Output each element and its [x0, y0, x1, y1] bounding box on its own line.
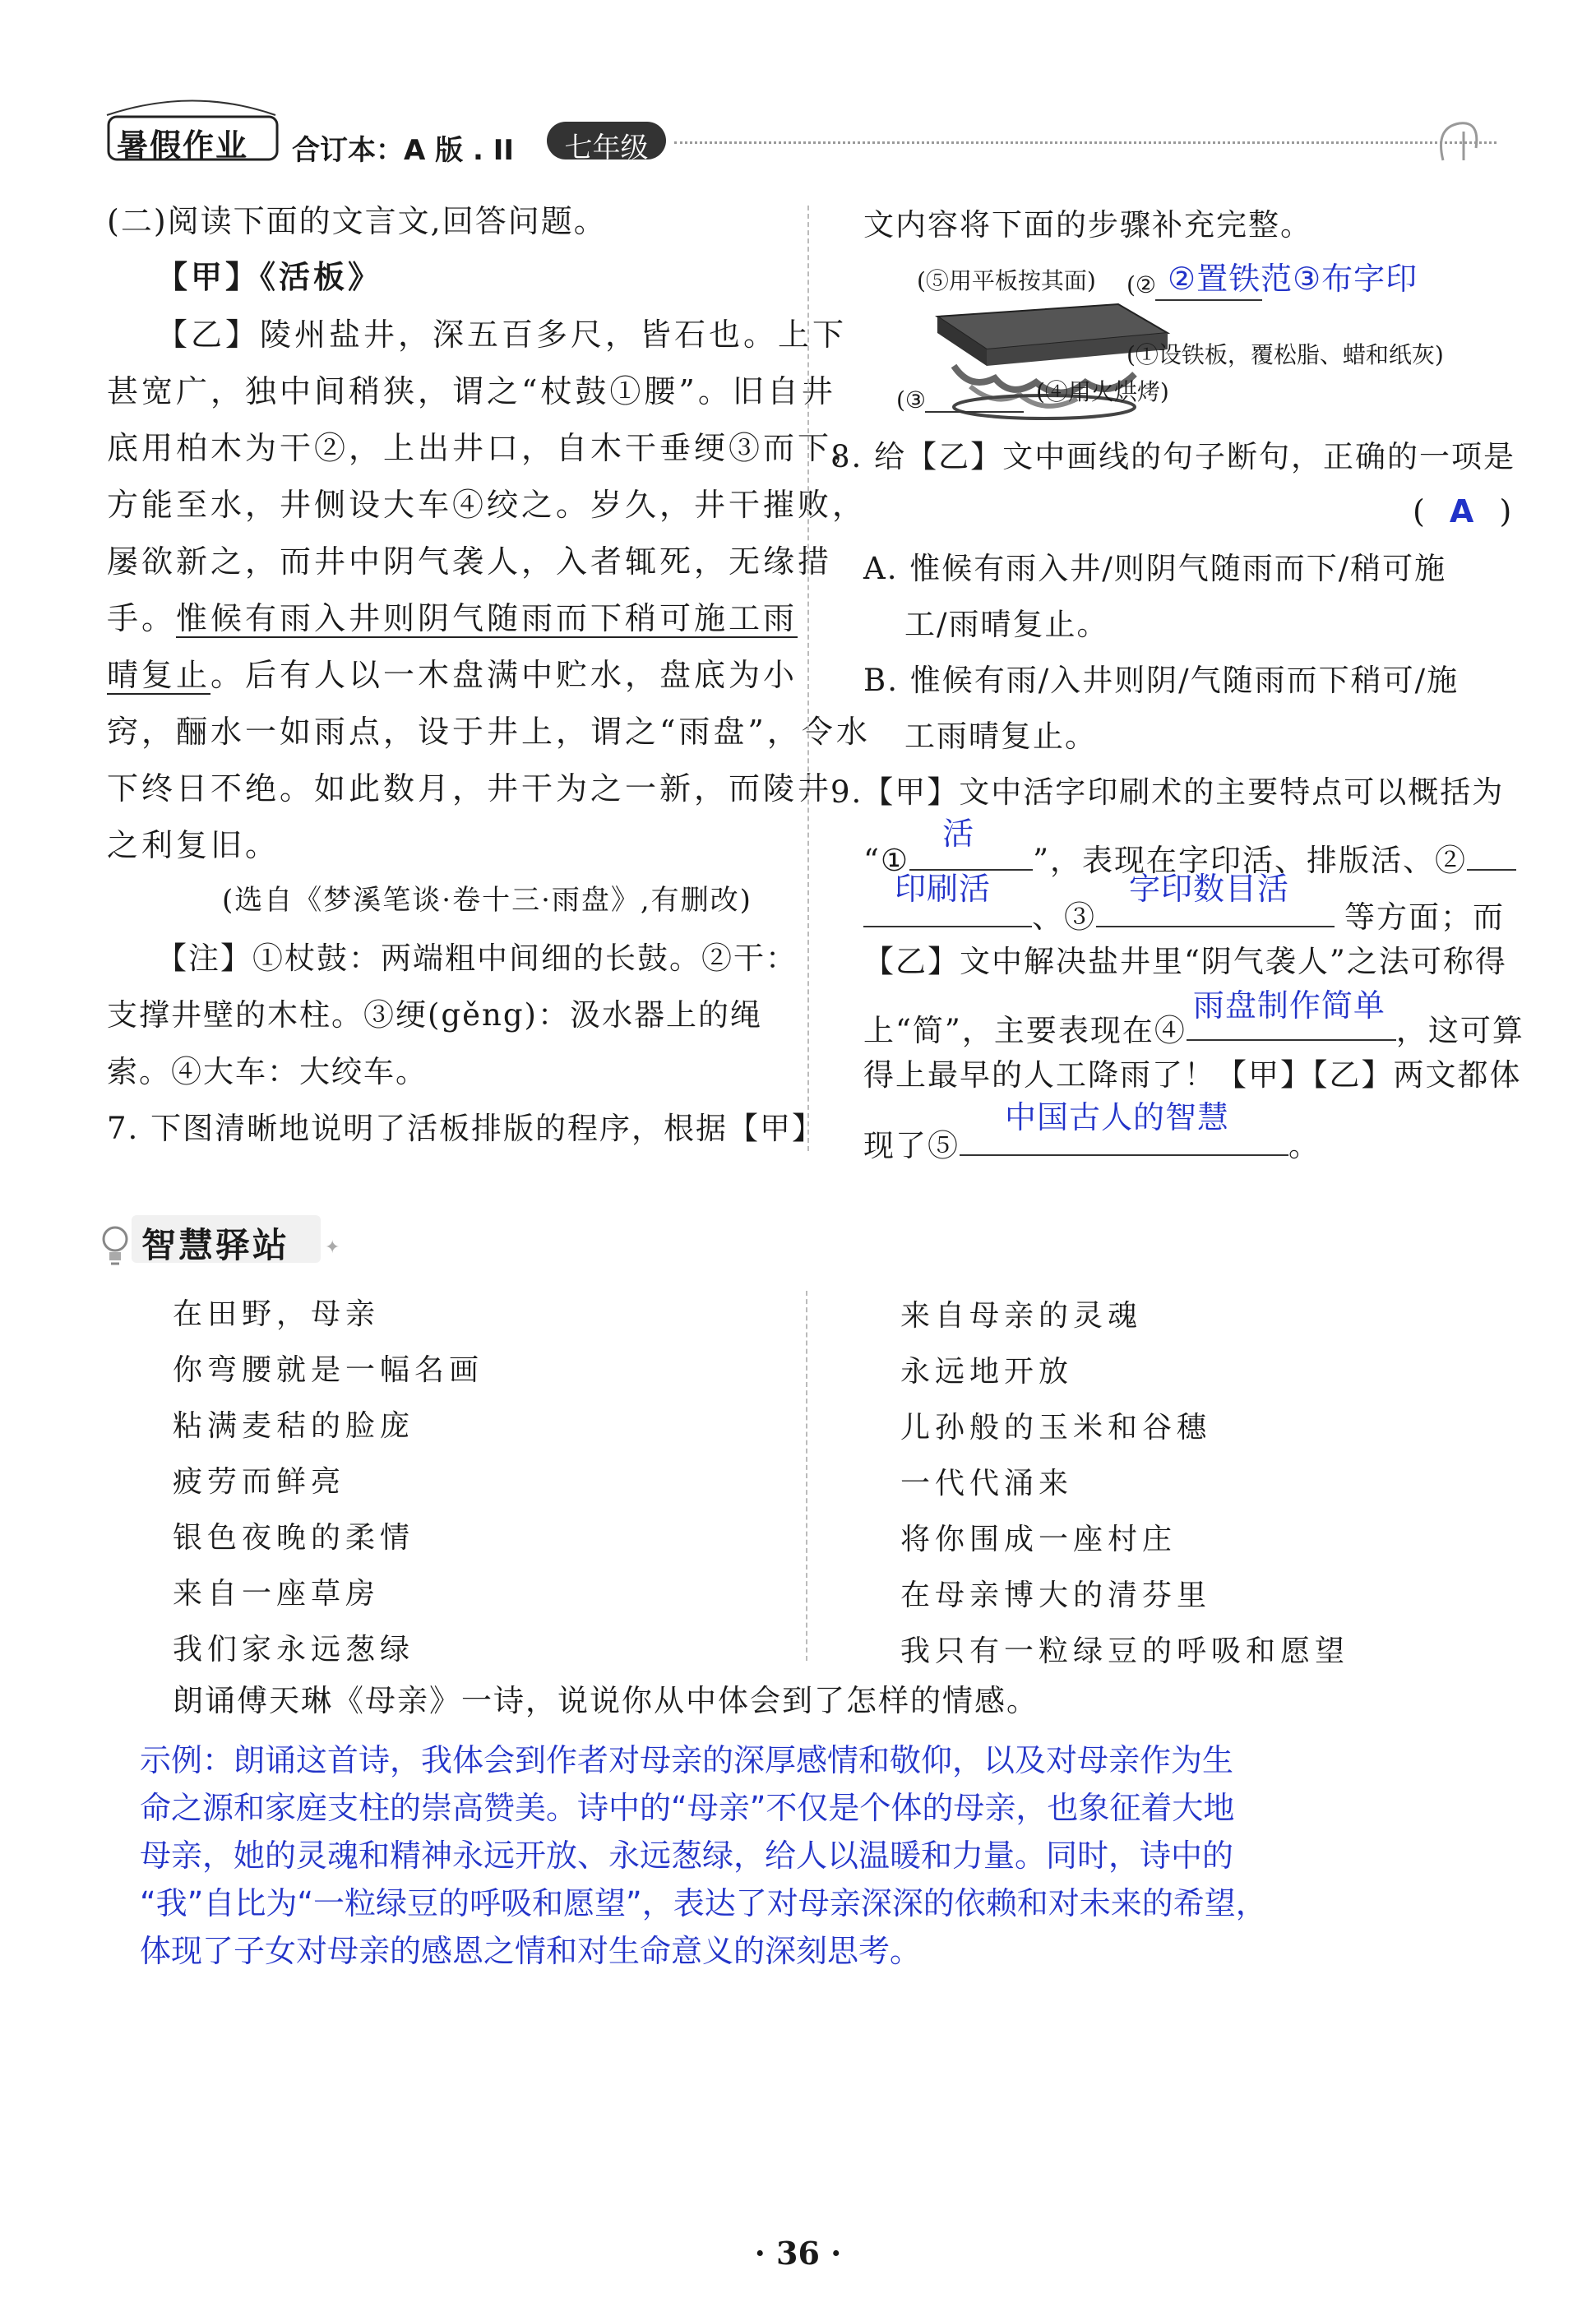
- q8-paren-close: ): [1499, 493, 1512, 529]
- diagram-answer-2: ②置铁范③布字印: [1168, 261, 1418, 297]
- header-dotted-line: [674, 141, 1497, 144]
- yi-line-7: [107, 659, 798, 691]
- wisdom-title: 智慧驿站: [141, 1225, 290, 1265]
- q9-post-1: ”，表现在字印活、排版活、②: [1033, 843, 1468, 878]
- star-decoration-icon: ✦: [325, 1237, 340, 1258]
- section-title: (二)阅读下面的文言文,回答问题。: [107, 203, 607, 239]
- yi-line-6: [107, 600, 798, 636]
- yi-line-1: 【乙】陵州盐井，深五百多尺，皆石也。上下: [156, 317, 848, 353]
- poem-left-4: 疲劳而鲜亮: [173, 1465, 346, 1499]
- grade-label: 七年级: [564, 132, 649, 164]
- q9-answer-1: 活: [942, 816, 975, 852]
- note-line-2: 支撑井壁的木柱。③绠(gěng)：汲水器上的绳: [107, 997, 762, 1033]
- poem-right-3: 儿孙般的玉米和谷穗: [900, 1411, 1212, 1445]
- poem-left-2: 你弯腰就是一幅名画: [173, 1353, 484, 1387]
- note-line-1: 【注】①杖鼓：两端粗中间细的长鼓。②干：: [156, 941, 798, 976]
- poem-right-7: 我只有一粒绿豆的呼吸和愿望: [900, 1634, 1350, 1668]
- header-bar: [99, 82, 1497, 167]
- answer-line-1: 示例：朗诵这首诗，我体会到作者对母亲的深厚感情和敬仰，以及对母亲作为生: [140, 1742, 1234, 1778]
- question-7-continued: 文内容将下面的步骤补充完整。: [863, 207, 1312, 243]
- poem-right-2: 永远地开放: [900, 1355, 1074, 1389]
- poem-left-7: 我们家永远葱绿: [173, 1633, 415, 1667]
- q9-post-7: 。: [1288, 1128, 1321, 1163]
- diagram-label-5: (⑤用平板按其面): [917, 267, 1096, 294]
- q8-option-b-line-2: 工雨晴复止。: [904, 719, 1097, 754]
- q8-option-a-line-2: 工/雨晴复止。: [904, 607, 1109, 642]
- underlined-sentence-1: 惟候有雨入井则阴气随雨而下稍可施工雨: [176, 600, 798, 636]
- diagram-label-2: (②: [1126, 271, 1157, 298]
- q8-answer-paren: [1413, 493, 1511, 529]
- q9-blank-5: [960, 1099, 1288, 1156]
- answer-line-3: 母亲，她的灵魂和精神永远开放、永远葱绿，给人以温暖和力量。同时，诗中的: [140, 1838, 1234, 1874]
- underlined-sentence-2: 晴复止: [107, 657, 211, 693]
- q8-option-b-line-1: B. 惟候有雨/入井则阴/气随雨而下稍可/施: [863, 663, 1460, 698]
- q9-blank-2-start: [1467, 833, 1516, 871]
- diagram-label-3: (③: [896, 386, 927, 414]
- q9-answer-5: 中国古人的智慧: [1005, 1099, 1230, 1135]
- yi-line-4: 方能至水，井侧设大车④绞之。岁久，井干摧败，: [107, 487, 867, 523]
- q9-blank-2: [863, 871, 1032, 927]
- yi-line-8: 窍，酾水一如雨点，设于井上，谓之“雨盘”，令水: [107, 714, 871, 750]
- note-line-3: 索。④大车：大绞车。: [107, 1054, 428, 1089]
- yi-line-7-post: 。后有人以一木盘满中贮水，盘底为小: [210, 657, 798, 693]
- question-8: 8. 给【乙】文中画线的句子断句，正确的一项是: [830, 439, 1516, 474]
- answer-line-4: “我”自比为“一粒绿豆的呼吸和愿望”，表达了对母亲深深的依赖和对未来的希望，: [140, 1885, 1267, 1921]
- yi-line-6-pre: 手。: [107, 600, 177, 636]
- q8-paren-open: (: [1413, 493, 1425, 529]
- q9-line-5: [863, 987, 1524, 1048]
- yi-line-10: 之利复旧。: [107, 827, 280, 863]
- q9-line-6: 得上最早的人工降雨了！【甲】【乙】两文都体: [863, 1057, 1522, 1093]
- wisdom-question: 朗诵傅天琳《母亲》一诗，说说你从中体会到了怎样的情感。: [173, 1683, 1039, 1718]
- diagram-blank-2: [1155, 299, 1262, 301]
- diagram-blank-3: [925, 411, 1024, 413]
- q9-blank-1: [909, 816, 1033, 871]
- question-9: 9.【甲】文中活字印刷术的主要特点可以概括为: [830, 774, 1505, 810]
- q9-pre-1: “①: [863, 843, 910, 878]
- q9-line-4: 【乙】文中解决盐井里“阴气袭人”之法可称得: [863, 944, 1507, 979]
- q9-answer-2: 印刷活: [895, 871, 992, 907]
- yi-line-9: 下终日不绝。如此数月，井干为之一新，而陵井: [107, 770, 833, 807]
- q9-mid-3: 、③: [1032, 899, 1096, 935]
- header-title: 合订本：A 版 . II: [292, 134, 515, 167]
- jia-title: 【甲】《活板》: [156, 258, 383, 295]
- poem-left-5: 银色夜晚的柔情: [173, 1521, 415, 1555]
- movable-type-diagram: [896, 247, 1505, 428]
- poem-left-3: 粘满麦秸的脸庞: [173, 1409, 415, 1443]
- yi-line-5: 屡欲新之，而井中阴气袭人，入者辄死，无缘措: [107, 543, 833, 580]
- q9-line-7: [863, 1099, 1321, 1163]
- q9-post-5: ，这可算: [1395, 1013, 1524, 1048]
- q9-line-3: [863, 871, 1505, 935]
- answer-line-5: 体现了子女对母亲的感恩之情和对生命意义的深刻思考。: [140, 1933, 922, 1969]
- q8-option-a-line-1: A. 惟候有雨入井/则阴气随雨而下/稍可施: [863, 551, 1447, 586]
- lightbulb-icon: [95, 1221, 136, 1270]
- q9-line-2: [863, 816, 1516, 878]
- q9-pre-5: 上“简”，主要表现在④: [863, 1013, 1187, 1048]
- source-citation: (选自《梦溪笔谈·卷十三·雨盘》,有删改): [222, 884, 752, 917]
- poem-left-1: 在田野，母亲: [173, 1297, 381, 1331]
- yi-line-2: 甚宽广，独中间稍狭，谓之“杖鼓①腰”。旧自井: [107, 373, 836, 409]
- q9-pre-7: 现了⑤: [863, 1128, 960, 1163]
- answer-line-2: 命之源和家庭支柱的崇高赞美。诗中的“母亲”不仅是个体的母亲，也象征着大地: [140, 1790, 1235, 1826]
- q9-blank-3: [1096, 871, 1335, 927]
- page-number: · 36 ·: [754, 2235, 842, 2272]
- yi-line-3: 底用柏木为干②，上出井口，自木干垂绠③而下，: [107, 430, 867, 466]
- poem-left-6: 来自一座草房: [173, 1577, 381, 1611]
- column-divider: [807, 206, 809, 1151]
- question-7: 7. 下图清晰地说明了活板排版的程序，根据【甲】: [107, 1111, 825, 1146]
- q9-answer-4: 雨盘制作简单: [1192, 987, 1386, 1024]
- q9-answer-3: 字印数目活: [1129, 871, 1290, 907]
- q8-answer: A: [1449, 493, 1475, 529]
- clip-icon: [1431, 111, 1488, 169]
- poem-right-6: 在母亲博大的清芬里: [900, 1579, 1212, 1612]
- poem-right-5: 将你围成一座村庄: [900, 1523, 1177, 1556]
- q9-post-3: 等方面；而: [1344, 899, 1505, 935]
- poem-divider: [806, 1291, 807, 1661]
- diagram-label-4: (④用火烘烤): [1036, 378, 1169, 405]
- poem-right-1: 来自母亲的灵魂: [900, 1299, 1143, 1333]
- header-badge: 暑假作业: [117, 127, 249, 164]
- poem-right-4: 一代代涌来: [900, 1467, 1074, 1500]
- q9-blank-4: [1187, 987, 1396, 1041]
- diagram-label-1: (①设铁板，覆松脂、蜡和纸灰): [1126, 341, 1444, 368]
